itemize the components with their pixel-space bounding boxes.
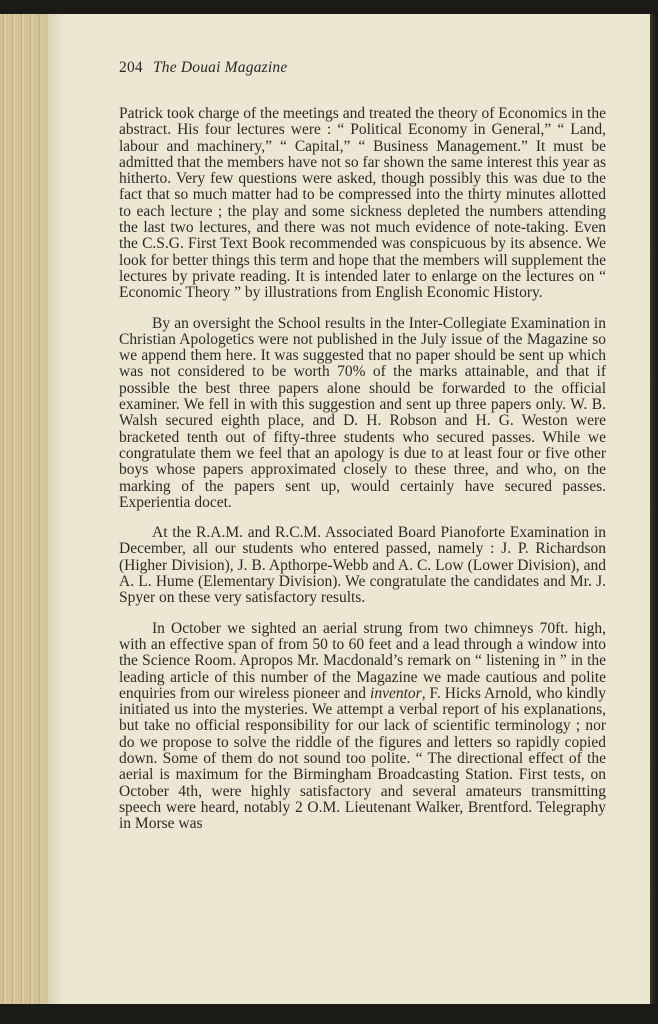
paragraph-text: In October we sighted an aerial strung from two chimneys 70ft. high, with an effective span of from 50 to 60 feet and a lead through a window into the Science Room. Apropos Mr. Macdonald’s remark on “ listening in ” in the leading article of this number of the Magazine we made cautious and polite enquiries from our wireless pioneer and bbox=[119, 619, 606, 702]
paragraph-economics bbox=[119, 106, 606, 302]
emphasis-inventor: inventor bbox=[370, 684, 422, 702]
next-page-edge bbox=[650, 14, 658, 1004]
running-header bbox=[119, 59, 287, 77]
paragraph-text: Patrick took charge of the meetings and treated the theory of Economics in the abstract. His four lectures were : “ Political Economy in General,” “ Land, labour and machinery,” “ Capital,” “ Business Management.” It must be admitted that the members have not so far shown the same interest this year as hitherto. Very few questions were asked, though possibly this was due to the fact that so much matter had to be compressed into the thirty minutes allotted to each lecture ; the play and some sickness depleted the numbers attending the last two lectures, and there was not much evidence of note-taking. Even the C.S.G. First Text Book recommended was conspicuous by its absence. We look for better things this term and hope that the members will supplement the lectures by private reading. It is intended later to enlarge on the lectures on “ Economic Theory ” by illustrations from English Economic History. bbox=[119, 105, 606, 302]
paragraph-wireless bbox=[119, 621, 606, 833]
page-number: 204 bbox=[119, 59, 143, 76]
magazine-title: The Douai Magazine bbox=[152, 59, 288, 76]
article-body bbox=[119, 106, 606, 846]
gutter-shadow bbox=[40, 14, 64, 1004]
book-page bbox=[0, 14, 650, 1004]
paragraph-text-continued: , F. Hicks Arnold, who kindly initiated us into the mysteries. We attempt a verbal report of his explanations, but take no official responsibility for our lack of scientific terminology ; nor do we propose to solve the riddle of the figures and letters so rapidly copied down. Some of them do not sound too polite. “ The directional effect of the aerial is maximum for the Birmingham Broadcasting Station. First tests, on October 4th, were highly satisfactory and several amateurs transmitting speech were heard, notably 2 O.M. Lieutenant Walker, Brentford. Telegraphy in Morse was bbox=[119, 684, 607, 833]
paragraph-apologetics bbox=[119, 316, 606, 512]
paragraph-pianoforte bbox=[119, 525, 606, 606]
paragraph-text: At the R.A.M. and R.C.M. Associated Board Pianoforte Examination in December, all our students who entered passed, namely : J. P. Richardson (Higher Division), J. B. Apthorpe-Webb and A. C. Low (Lower Division), and A. L. Hume (Elementary Division). We congratulate the candidates and Mr. J. Spyer on these very satisfactory results. bbox=[119, 524, 606, 607]
paragraph-text: By an oversight the School results in the Inter-Collegiate Examination in Christian Apologetics were not published in the July issue of the Magazine so we append them here. It was suggested that no paper should be sent up which was not considered to be worth 70% of the marks attainable, and that if possible the best three papers alone should be forwarded to the official examiner. We fell in with this suggestion and sent up three papers only. W. B. Walsh secured eighth place, and D. H. Robson and H. G. Weston were bracketed tenth out of fifty-three students who secured passes. While we congratulate them we feel that an apology is due to at least four or five other boys whose papers approximated closely to these three, and who, on the marking of the papers sent up, would certainly have secured passes. Experientia docet. bbox=[119, 314, 606, 511]
